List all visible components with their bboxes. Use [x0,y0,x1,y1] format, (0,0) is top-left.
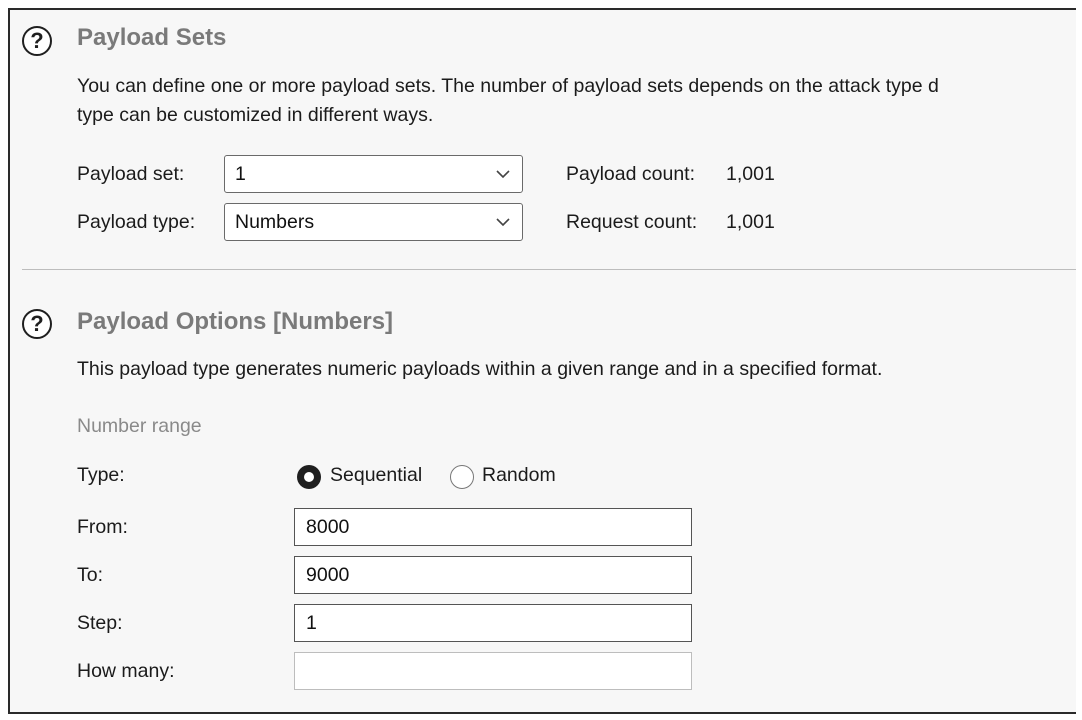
to-label: To: [77,564,104,586]
payload-type-value: Numbers [235,210,315,233]
step-input[interactable]: 1 [294,604,692,642]
to-input[interactable]: 9000 [294,556,692,594]
chevron-down-icon [496,215,510,229]
section-divider [22,269,1076,270]
step-label: Step: [77,612,123,634]
help-circle-icon[interactable]: ? [22,26,52,56]
payload-set-dropdown[interactable] [224,155,523,193]
payload-count-value: 1,001 [726,163,775,185]
payload-count-label: Payload count: [566,163,696,185]
payload-sets-description-line2: type can be customized in different ways. [77,104,434,126]
radio-random-label[interactable]: Random [482,464,556,486]
request-count-label: Request count: [566,211,698,233]
payload-sets-description-line1: You can define one or more payload sets. The number of payload sets depends on the attack type d [77,75,939,97]
request-count-value: 1,001 [726,211,775,233]
help-circle-icon[interactable]: ? [22,309,52,339]
how-many-label: How many: [77,660,175,682]
number-range-heading: Number range [77,415,202,437]
chevron-down-icon [496,167,510,181]
radio-sequential-label[interactable]: Sequential [330,464,423,486]
radio-sequential[interactable] [297,465,321,489]
how-many-input[interactable] [294,652,692,690]
type-label: Type: [77,464,125,486]
payload-set-value: 1 [235,162,246,185]
section-title-payload-options: Payload Options [Numbers] [77,308,394,335]
payload-options-description: This payload type generates numeric payloads within a given range and in a specified format. [77,358,883,380]
from-input[interactable]: 8000 [294,508,692,546]
from-label: From: [77,516,128,538]
payload-set-label: Payload set: [77,163,185,185]
payload-type-dropdown[interactable] [224,203,523,241]
radio-random[interactable] [450,465,474,489]
payload-type-label: Payload type: [77,211,196,233]
section-title-payload-sets: Payload Sets [77,24,227,51]
payloads-panel [8,8,1076,714]
